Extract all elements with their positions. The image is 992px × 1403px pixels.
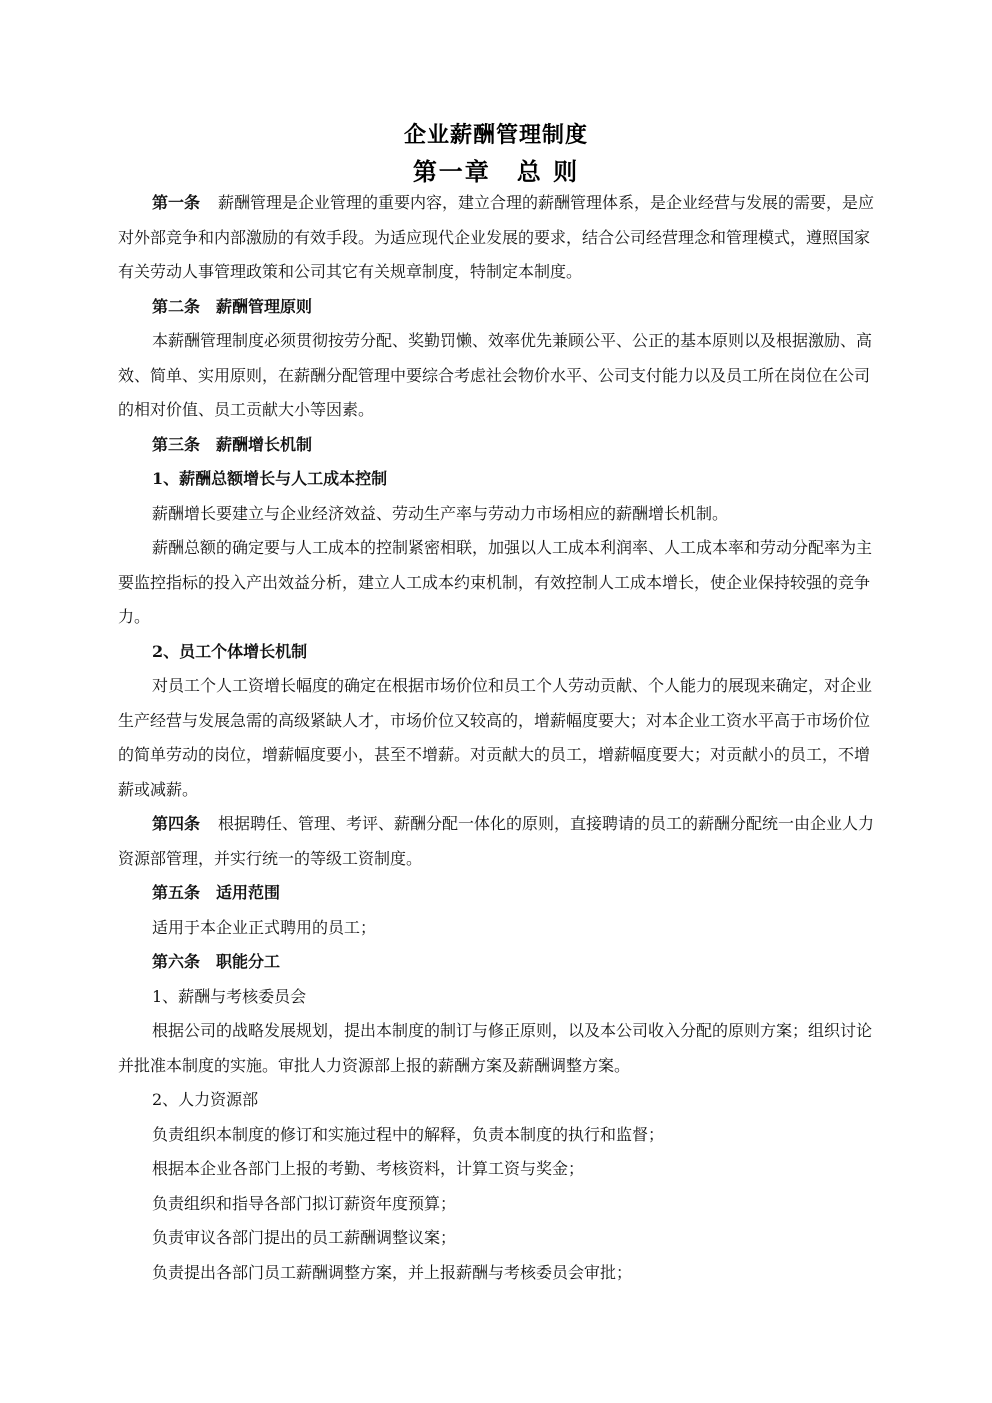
article-1	[118, 186, 878, 290]
article-3-sub1: 1、薪酬总额增长与人工成本控制	[152, 469, 388, 488]
article-4	[118, 807, 878, 876]
article-4-label: 第四条	[152, 814, 201, 833]
article-2-text: 本薪酬管理制度必须贯彻按劳分配、奖勤罚懒、效率优先兼顾公平、公正的基本原则以及根据激励、高效、简单、实用原则，在薪酬分配管理中要综合考虑社会物价水平、公司支付能力以及员工所在岗位在公司的相对价值、员工贡献大小等因素。	[118, 331, 873, 419]
article-3-p2: 薪酬总额的确定要与人工成本的控制紧密相联，加强以人工成本利润率、人工成本率和劳动分配率为主要监控指标的投入产出效益分析，建立人工成本约束机制，有效控制人工成本增长，使企业保持较强的竞争力。	[118, 538, 873, 626]
article-5-text: 适用于本企业正式聘用的员工；	[152, 917, 377, 937]
list-item: 根据本企业各部门上报的考勤、考核资料，计算工资与奖金；	[152, 1159, 585, 1178]
article-6-sub1: 1、薪酬与考核委员会	[152, 986, 307, 1006]
article-3-sub2: 2、员工个体增长机制	[152, 641, 308, 661]
chapter-title: 第一章 总 则	[412, 158, 580, 186]
article-3-heading: 第三条 薪酬增长机制	[152, 434, 313, 454]
article-6-sub2: 2、人力资源部	[152, 1090, 259, 1109]
article-1-text: 薪酬管理是企业管理的重要内容，建立合理的薪酬管理体系，是企业经营与发展的需要，是应对外部竞争和内部激励的有效手段。为适应现代企业发展的要求，结合公司经营理念和管理模式，遵照国家有关劳动人事管理政策和公司其它有关规章制度，特制定本制度。	[118, 193, 875, 281]
article-3-p3: 对员工个人工资增长幅度的确定在根据市场价位和员工个人劳动贡献、个人能力的展现来确定，对企业生产经营与发展急需的高级紧缺人才，市场价位又较高的，增薪幅度要大；对本企业工资水平高于市场价位的简单劳动的岗位，增薪幅度要小，甚至不增薪。对贡献大的员工，增薪幅度要大；对贡献小的员工，不增薪或减薪。	[118, 676, 873, 799]
article-5-heading: 第五条 适用范围	[152, 883, 281, 902]
list-item: 负责审议各部门提出的员工薪酬调整议案；	[152, 1228, 457, 1247]
document-title: 企业薪酬管理制度	[403, 123, 588, 148]
article-6-p1: 根据公司的战略发展规划，提出本制度的制订与修正原则，以及本公司收入分配的原则方案；组织讨论并批准本制度的实施。审批人力资源部上报的薪酬方案及薪酬调整方案。	[118, 1021, 873, 1075]
article-2-heading: 第二条 薪酬管理原则	[152, 296, 313, 316]
list-item: 负责组织本制度的修订和实施过程中的解释，负责本制度的执行和监督；	[152, 1124, 665, 1144]
article-1-label: 第一条	[152, 193, 201, 212]
list-item: 负责提出各部门员工薪酬调整方案，并上报薪酬与考核委员会审批；	[152, 1262, 633, 1282]
article-4-text: 根据聘任、管理、考评、薪酬分配一体化的原则，直接聘请的员工的薪酬分配统一由企业人力资源部管理，并实行统一的等级工资制度。	[118, 814, 875, 868]
article-3-p1: 薪酬增长要建立与企业经济效益、劳动生产率与劳动力市场相应的薪酬增长机制。	[152, 503, 729, 523]
article-6-heading: 第六条 职能分工	[152, 952, 281, 971]
list-item: 负责组织和指导各部门拟订薪资年度预算；	[152, 1193, 457, 1213]
document-body	[118, 186, 878, 1290]
